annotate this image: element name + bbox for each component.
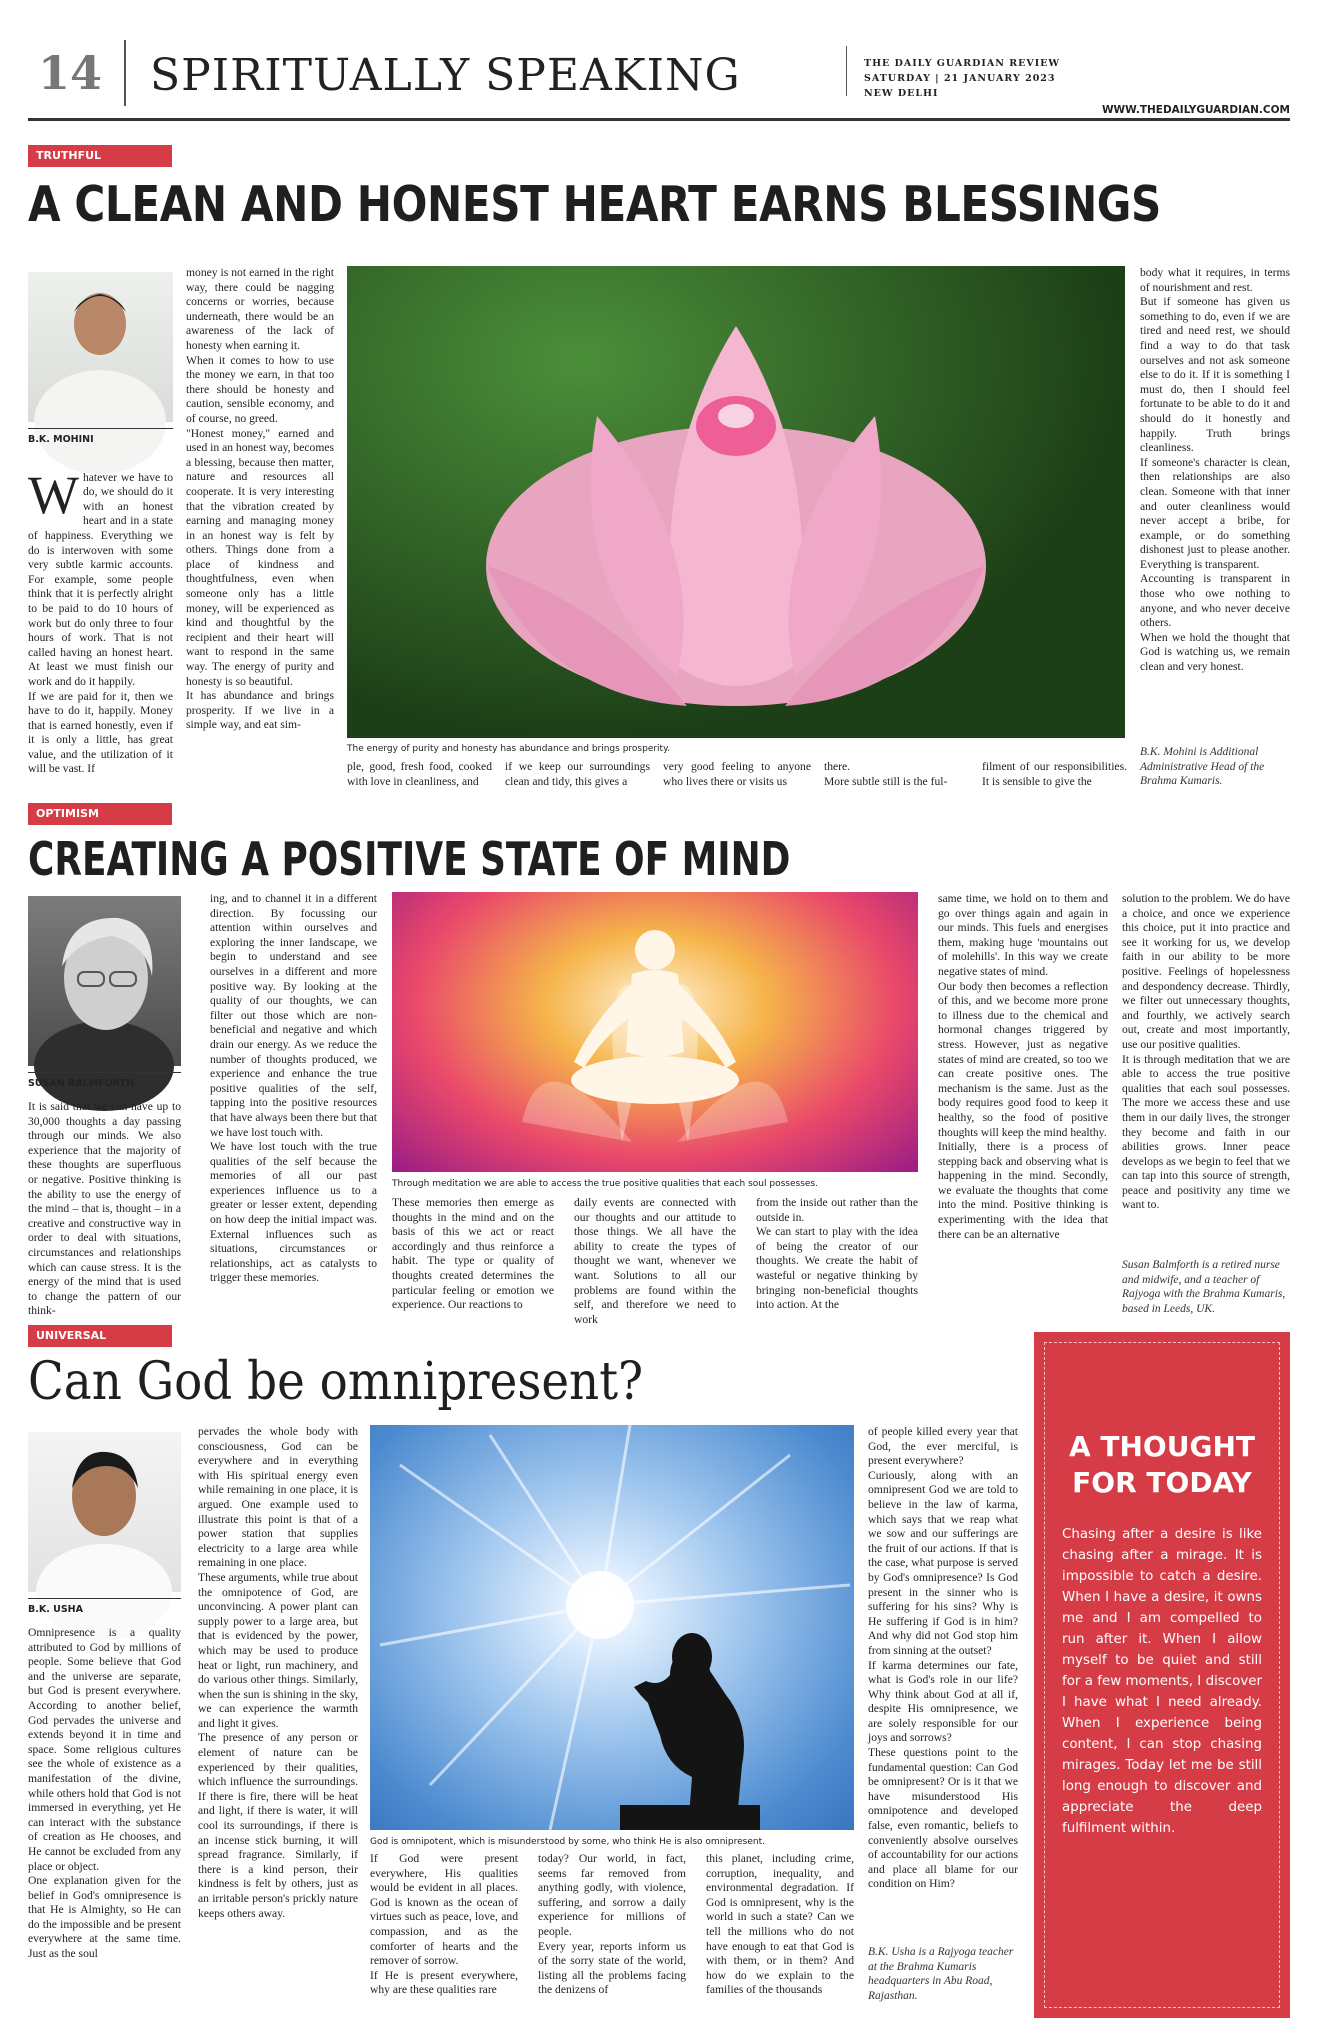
section-tag: OPTIMISM: [28, 803, 172, 825]
section-tag: TRUTHFUL: [28, 145, 172, 167]
website-link[interactable]: WWW.THEDAILYGUARDIAN.COM: [1101, 104, 1290, 116]
thought-text: Chasing after a desire is like chasing after a mirage. It is impossible to catch a desire. When I have a desire, it owns me and I am compelled to run after it. When I allow myself to be quiet and still for a few moments, I discover I have what I need already. When I experience being content, I can stop chasing mirages. Today let me be still long enough to discover and appreciate the deep fulfilment within.: [1062, 1527, 1262, 1836]
article-column: ple, good, fresh food, cooked with love in cleanliness, and: [347, 760, 492, 788]
headline: CREATING A POSITIVE STATE OF MIND: [28, 832, 791, 886]
article-column: These memories then emerge as thoughts in the mind and on the basis of this we act or react accordingly and thus reinforce a habit. The type or quality of thoughts created determines the particular feeling or emotion we experience. Our reactions to: [392, 1196, 554, 1312]
column-text: hatever we have to do, we should do it with an honest heart and in a state of happiness. Everything we do is interwoven with some very subtle karmic accounts. For example, some people think that it is perfectly alright to be paid to do 10 hours of work but do only three to four hours of work. That is not called having an honest heart. At least we must finish our work and do it happily. If we are paid for it, then we have to do it, happily. Money that is earned honestly, even if it is only a little, has great value, and the utilization of it will be vast. If: [28, 470, 173, 776]
author-bio: B.K. Usha is a Rajyoga teacher at the Brahma Kumaris headquarters in Abu Road, Rajasthan.: [868, 1946, 1014, 2002]
headline: A CLEAN AND HONEST HEART EARNS BLESSINGS: [28, 176, 1161, 233]
meditation-image: [392, 892, 918, 1172]
author-name: SUSAN BALMFORTH: [28, 1072, 181, 1089]
prayer-image: [370, 1425, 854, 1830]
masthead-divider: [846, 46, 847, 96]
article-column: if we keep our surroundings clean and tidy, this gives a: [505, 760, 650, 788]
author-photo: [28, 272, 173, 422]
image-caption: God is omnipotent, which is misunderstood by some, who think He is also omnipresent.: [370, 1837, 765, 1847]
author-name: B.K. MOHINI: [28, 428, 173, 445]
article-column: daily events are connected with our thoughts and our attitude to those things. We all have the ability to create the types of thought we want, whenever we want. Solutions to all our problems are found within the self, and therefore we need to work: [574, 1196, 736, 1326]
thought-box: [1034, 1332, 1290, 2018]
article-column: same time, we hold on to them and go over things again and again in our minds. This fuels and energises them, making huge 'mountains out of molehills'. In this way we create negative states of mind. Our body then becomes a reflection of this, and we become more prone to illness due to the chemical and hormonal changes triggered by stress. However, just as negative states of mind are created, so too we can create positive ones. The mechanism is the same. Just as the body requires good food to keep it healthy, so the food of positive thoughts will keep the mind healthy. Initially, there is a process of stepping back and observing what is happening in the mind. Secondly, we evaluate the thoughts that come into the mind. Positive thinking is experimenting with the idea that there can be an alternative: [938, 892, 1108, 1241]
section-title: SPIRITUALLY SPEAKING: [150, 50, 741, 101]
article-column: If God were present everywhere, His qualities would be evident in all places. God is known as the ocean of virtues such as peace, love, and compassion, and as the comforter of hearts and the remover of sorrow. If He is present everywhere, why are these qualities rare: [370, 1852, 518, 1997]
article-column: money is not earned in the right way, there could be nagging concerns or worries, because underneath, there would be an awareness of the lack of honesty when earning it. When it comes to how to use the money we earn, in that too there should be honesty and caution, sensible economy, and of course, no greed. "Honest money," earned and used in an honest way, becomes a blessing, because then matter, nature and resources all cooperate. It is very interesting that the vibration created by earning and managing money in an honest way is felt by others. Things done from a place of kindness and thoughtfulness, even when someone only has a little money, will be experienced as kind and thoughtful by the recipient and their heart will want to respond in the same way. The energy of purity and honesty is so beautiful. It has abundance and brings prosperity. If we live in a simple way, and eat sim-: [186, 266, 334, 732]
article-column: It is said that we can have up to 30,000 thoughts a day passing through our minds. We also experience that the majority of these thoughts are superfluous or negative. Positive thinking is the ability to use the energy of the mind – that is, thought – in a creative and constructive way in order to deal with situations, circumstances and relationships which can cause stress. It is the energy of the mind that is used to change the pattern of our think-: [28, 1100, 181, 1318]
article-column: Omnipresence is a quality attributed to God by millions of people. Some believe that God and the universe are separate, but God is present everywhere. According to another belief, God pervades the universe and extends beyond it in time and space. Some religious cultures see the whole of existence as a manifestation of the divine, while others hold that God is not immersed in everything, yet He can interact with the substance of creation as He chooses, and He cannot be excluded from any place or object. One explanation given for the belief in God's omnipresence is that He is Almighty, so He can do the impossible and be present everywhere at the same time. Just as the soul: [28, 1626, 181, 1961]
lotus-image: [347, 266, 1125, 738]
section-tag: UNIVERSAL: [28, 1325, 172, 1347]
article-column: there. More subtle still is the ful-: [824, 760, 948, 788]
author-photo: [28, 896, 181, 1066]
paper-name: THE DAILY GUARDIAN REVIEW: [864, 58, 1061, 69]
article-column: ing, and to channel it in a different direction. By focussing our attention within ourselves and exploring the inner landscape, we begin to understand and see ourselves in a different and more positive way. By looking at the quality of our thoughts, we can filter out those which are non-beneficial and negative and which drain our energy. As we reduce the number of thoughts produced, we experience and enhance the true positive qualities of the self, tapping into the positive resources that have always been there but that we have lost touch with. We have lost touch with the true qualities of the self because the memories of all our past experiences influence us to a greater or lesser extent, depending on how deep the initial impact was. External influences such as situations, circumstances or relationships, act as catalysts to trigger these memories.: [210, 892, 377, 1285]
article-column: pervades the whole body with consciousness, God can be everywhere and in everything with His spiritual energy even while remaining in one place, it is argued. One example used to illustrate this point is that of a power station that supplies electricity to a large area while remaining in one place. These arguments, while true about the omnipotence of God, are unconvincing. A power plant can supply power to a large area, but that is evidenced by the power, which may be used to produce heat or light, run machinery, and do various other things. Similarly, when the sun is shining in the sky, we can experience the warmth and light it gives. The presence of any person or element of nature can be experienced by their qualities, which influence the surroundings. If there is fire, there will be heat and light, if there is water, it will cool its surroundings, if there is an incense stick burning, it will spread fragrance. Similarly, if there is a kind person, their kindness is felt by others, just as an irritable person's prickly nature keeps others away.: [198, 1425, 358, 1920]
article-column: filment of our responsibilities. It is sensible to give the: [982, 760, 1127, 788]
city: NEW DELHI: [864, 88, 939, 99]
masthead: [28, 40, 1290, 120]
article-column: body what it requires, in terms of nourishment and rest. But if someone has given us something to do, even if we are tired and need rest, we should find a way to do that task ourselves and not ask someone else to do it. If it is something I must do, then I should feel fortunate to be able to do it and should do it honestly and happily. Truth brings cleanliness. If someone's character is clean, then relationships are also clean. Someone with that inner and outer cleanliness would never accept a bribe, for example, or do something dishonest just to please another. Everything is transparent. Accounting is transparent in those who owe nothing to anyone, and who never deceive others. When we hold the thought that God is watching us, we remain clean and very honest.: [1140, 266, 1290, 674]
drop-cap: W: [28, 464, 79, 525]
article-column: this planet, including crime, corruption, inequality, and environmental degradation. If God is omnipresent, why is the world in such a state? Can we tell the millions who do not have enough to eat that God is with them, or in them? And how do we explain to the families of the thousands: [706, 1852, 854, 1997]
thought-title: FOR TODAY: [1072, 1466, 1252, 1499]
masthead-divider: [124, 40, 126, 106]
article-column: very good feeling to anyone who lives there or visits us: [663, 760, 811, 788]
image-caption: The energy of purity and honesty has abundance and brings prosperity.: [347, 744, 670, 754]
masthead-rule: [28, 118, 1290, 121]
image-caption: Through meditation we are able to access the true positive qualities that each soul possesses.: [392, 1179, 818, 1189]
author-bio: B.K. Mohini is Additional Administrative Head of the Brahma Kumaris.: [1140, 746, 1265, 787]
headline: Can God be omnipresent?: [28, 1352, 644, 1412]
author-photo: [28, 1432, 181, 1592]
thought-title: A THOUGHT: [1068, 1430, 1255, 1463]
article-column: from the inside out rather than the outside in. We can start to play with the idea of being the creator of our thoughts. We create the habit of wasteful or negative thinking by bringing non-beneficial thoughts into action. At the: [756, 1196, 918, 1312]
article-column: today? Our world, in fact, seems far removed from anything godly, with violence, suffering, and sorrow a daily experience for millions of people. Every year, reports inform us of the sorry state of the world, listing all the problems facing the denizens of: [538, 1852, 686, 1997]
issue-date: SATURDAY | 21 JANUARY 2023: [864, 73, 1056, 84]
author-bio: Susan Balmforth is a retired nurse and midwife, and a teacher of Rajyoga with the Brahma Kumaris, based in Leeds, UK.: [1122, 1259, 1286, 1315]
article-column: [28, 456, 173, 788]
author-name: B.K. USHA: [28, 1598, 181, 1615]
page-number: 14: [38, 46, 103, 100]
article-column: of people killed every year that God, the ever merciful, is present everywhere? Curiously, along with an omnipresent God we are told to believe in the law of karma, which says that we reap what we sow and our sufferings are the fruit of our actions. If that is the case, what purpose is served by God's omnipresence? Is God present in the sinner who is suffering for his sins? Why is He suffering if God is in him? And why did not God stop him from sinning at the outset? If karma determines our fate, what is God's role in our life? Why think about God at all if, despite His omnipresence, we are solely responsible for our joys and sorrows? These questions point to the fundamental question: Can God be omnipresent? Or is it that we have misunderstood His omnipotence and developed false, even romantic, beliefs to conveniently absolve ourselves of accountability for our actions and place all blame for our condition on Him?: [868, 1425, 1018, 1891]
article-column: solution to the problem. We do have a choice, and once we experience this choice, put it into practice and see it working for us, we develop faith in our ability to be more positive. Feelings of hopelessness and despondency decrease. Thirdly, we filter out unnecessary thoughts, and fourthly, we actively search out, create and most importantly, use our positive qualities. It is through meditation that we are able to access the true positive qualities that each soul possesses. The more we access these and use them in our daily lives, the stronger they become and faith in our abilities grows. Inner peace develops as we begin to feel that we can tap into this source of strength, peace and positivity any time we want to.: [1122, 892, 1290, 1212]
